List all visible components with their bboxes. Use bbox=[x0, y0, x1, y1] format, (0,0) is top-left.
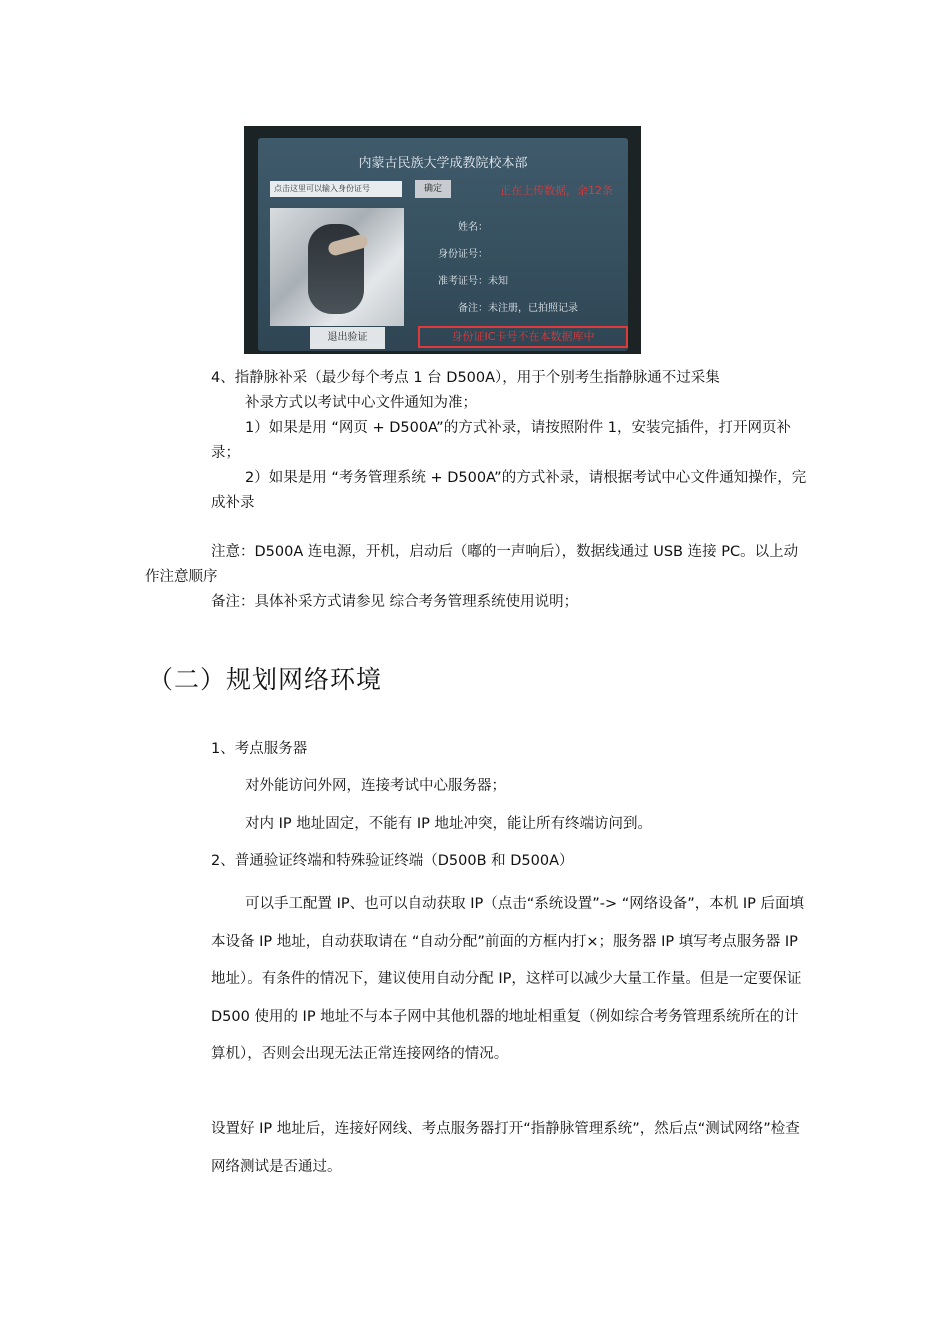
terminal-title: 2、普通验证终端和特殊验证终端（D500B 和 D500A） bbox=[211, 853, 574, 869]
device-screen-photo bbox=[244, 126, 641, 354]
server-para2: 对内 IP 地址固定，不能有 IP 地址冲突，能让所有终端访问到。 bbox=[245, 816, 652, 832]
finger-scanner-image bbox=[270, 208, 404, 326]
device-screen bbox=[258, 138, 628, 351]
section4-remark: 备注：具体补采方式请参见 综合考务管理系统使用说明； bbox=[211, 594, 579, 610]
id-number-input: 点击这里可以输入身份证号 bbox=[270, 181, 402, 197]
terminal-para1: 可以手工配置 IP、也可以自动获取 IP（点击“系统设置”-> “网络设备”，本机 IP 后面填本设备 IP 地址，自动获取请在 “自动分配”前面的方框内打×；服务器 IP 填写考点服务器 IP 地址）。有条件的情况下，建议使用自动分配 IP，这样可以减少大量工作量。但是一定要保证 D500 使用的 IP 地址不与本子网中其他机器的地址相重复（例如综合考务管理系统所在的计算机），否则会出现无法正常连接网络的情况。 bbox=[211, 896, 805, 1062]
exit-verify-button: 退出验证 bbox=[310, 327, 385, 349]
ticket-label: 准考证号：未知 bbox=[438, 276, 508, 287]
name-label: 姓名： bbox=[458, 222, 488, 233]
section4-item2: 2）如果是用 “考务管理系统 + D500A”的方式补录，请根据考试中心文件通知操作，完成补录 bbox=[211, 470, 807, 511]
ok-button: 确定 bbox=[415, 180, 451, 198]
section4-note: 注意：D500A 连电源，开机，启动后（嘟的一声响后），数据线通过 USB 连接 PC。以上动作注意顺序 bbox=[145, 544, 799, 585]
error-message: 身份证IC卡号不在本数据库中 bbox=[418, 326, 628, 348]
remark-label: 备注：未注册，已拍照记录 bbox=[458, 303, 578, 314]
section4-line1: 4、指静脉补采（最少每个考点 1 台 D500A），用于个别考生指静脉通不过采集 bbox=[211, 370, 720, 386]
upload-status: 正在上传数据，余12条 bbox=[500, 184, 613, 197]
section4-item1: 1）如果是用 “网页 + D500A”的方式补录，请按照附件 1，安装完插件，打开网页补录； bbox=[211, 420, 792, 461]
server-para1: 对外能访问外网，连接考试中心服务器； bbox=[245, 778, 506, 794]
server-title: 1、考点服务器 bbox=[211, 741, 308, 757]
section4-line2: 补录方式以考试中心文件通知为准； bbox=[245, 395, 477, 411]
section-heading: （二）规划网络环境 bbox=[148, 665, 383, 694]
id-label: 身份证号： bbox=[438, 249, 488, 260]
terminal-para2: 设置好 IP 地址后，连接好网线、考点服务器打开“指静脉管理系统”，然后点“测试网络”检查网络测试是否通过。 bbox=[211, 1121, 800, 1175]
screen-title: 内蒙古民族大学成教院校本部 bbox=[358, 156, 528, 171]
